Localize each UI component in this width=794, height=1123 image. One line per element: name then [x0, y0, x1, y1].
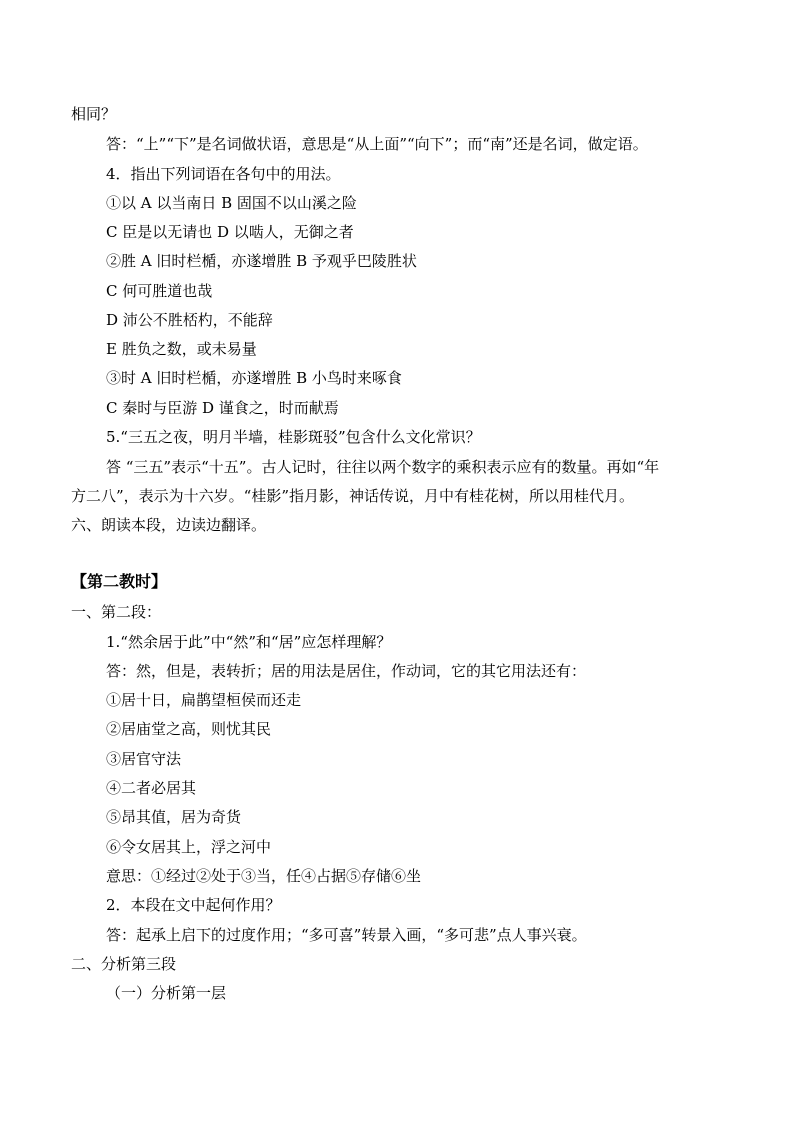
question-line: 4．指出下列词语在各句中的用法。	[106, 165, 341, 183]
section-heading: 【第二教时】	[71, 572, 168, 591]
answer-line: 答 “三五”表示“十五”。古人记时，往往以两个数字的乘积表示应有的数量。再如“年	[106, 458, 660, 476]
section-line: 一、第二段：	[71, 603, 162, 621]
example-line: ④二者必居其	[106, 779, 197, 797]
answer-line: 答：“上”“下”是名词做状语，意思是“从上面”“向下”；而“南”还是名词，做定语。	[106, 135, 648, 153]
section-line: 六、朗读本段，边读边翻译。	[71, 516, 267, 534]
subsection-line: （一）分析第一层	[106, 984, 227, 1002]
answer-line: 答：起承上启下的过度作用；“多可喜”转景入画，“多可悲”点人事兴衰。	[106, 926, 587, 944]
answer-line: 方二八”，表示为十六岁。“桂影”指月影，神话传说，月中有桂花树，所以用桂代月。	[71, 487, 635, 505]
example-line: ①以 A 以当南日 B 固国不以山溪之险	[106, 194, 357, 212]
example-line: ③居官守法	[106, 750, 182, 768]
example-line: ①居十日，扁鹊望桓侯而还走	[106, 691, 302, 709]
question-line: 5.“三五之夜，明月半墙，桂影斑驳”包含什么文化常识？	[106, 428, 481, 446]
answer-line: 答：然，但是，表转折；居的用法是居住，作动词，它的其它用法还有：	[106, 662, 587, 680]
text-line: 相同？	[71, 105, 117, 123]
example-line: C 臣是以无请也 D 以啮人，无御之者	[106, 223, 354, 241]
question-line: 1.“然余居于此”中“然”和“居”应怎样理解？	[106, 633, 392, 651]
example-line: C 秦时与臣游 D 谨食之，时而献焉	[106, 399, 339, 417]
section-line: 二、分析第三段	[71, 955, 177, 973]
question-line: 2．本段在文中起何作用？	[106, 896, 281, 914]
example-line: ③时 A 旧时栏楯，亦遂增胜 B 小鸟时来啄食	[106, 369, 402, 387]
example-line: D 沛公不胜桮杓，不能辞	[106, 311, 273, 329]
example-line: ②居庙堂之高，则忧其民	[106, 720, 272, 738]
example-line: ⑤昂其值，居为奇货	[106, 808, 242, 826]
example-line: C 何可胜道也哉	[106, 282, 213, 300]
meaning-line: 意思：①经过②处于③当，任④占据⑤存储⑥坐	[106, 867, 422, 885]
example-line: E 胜负之数，或未易量	[106, 340, 257, 358]
example-line: ②胜 A 旧时栏楯，亦遂增胜 B 予观乎巴陵胜状	[106, 252, 417, 270]
example-line: ⑥令女居其上，浮之河中	[106, 838, 272, 856]
